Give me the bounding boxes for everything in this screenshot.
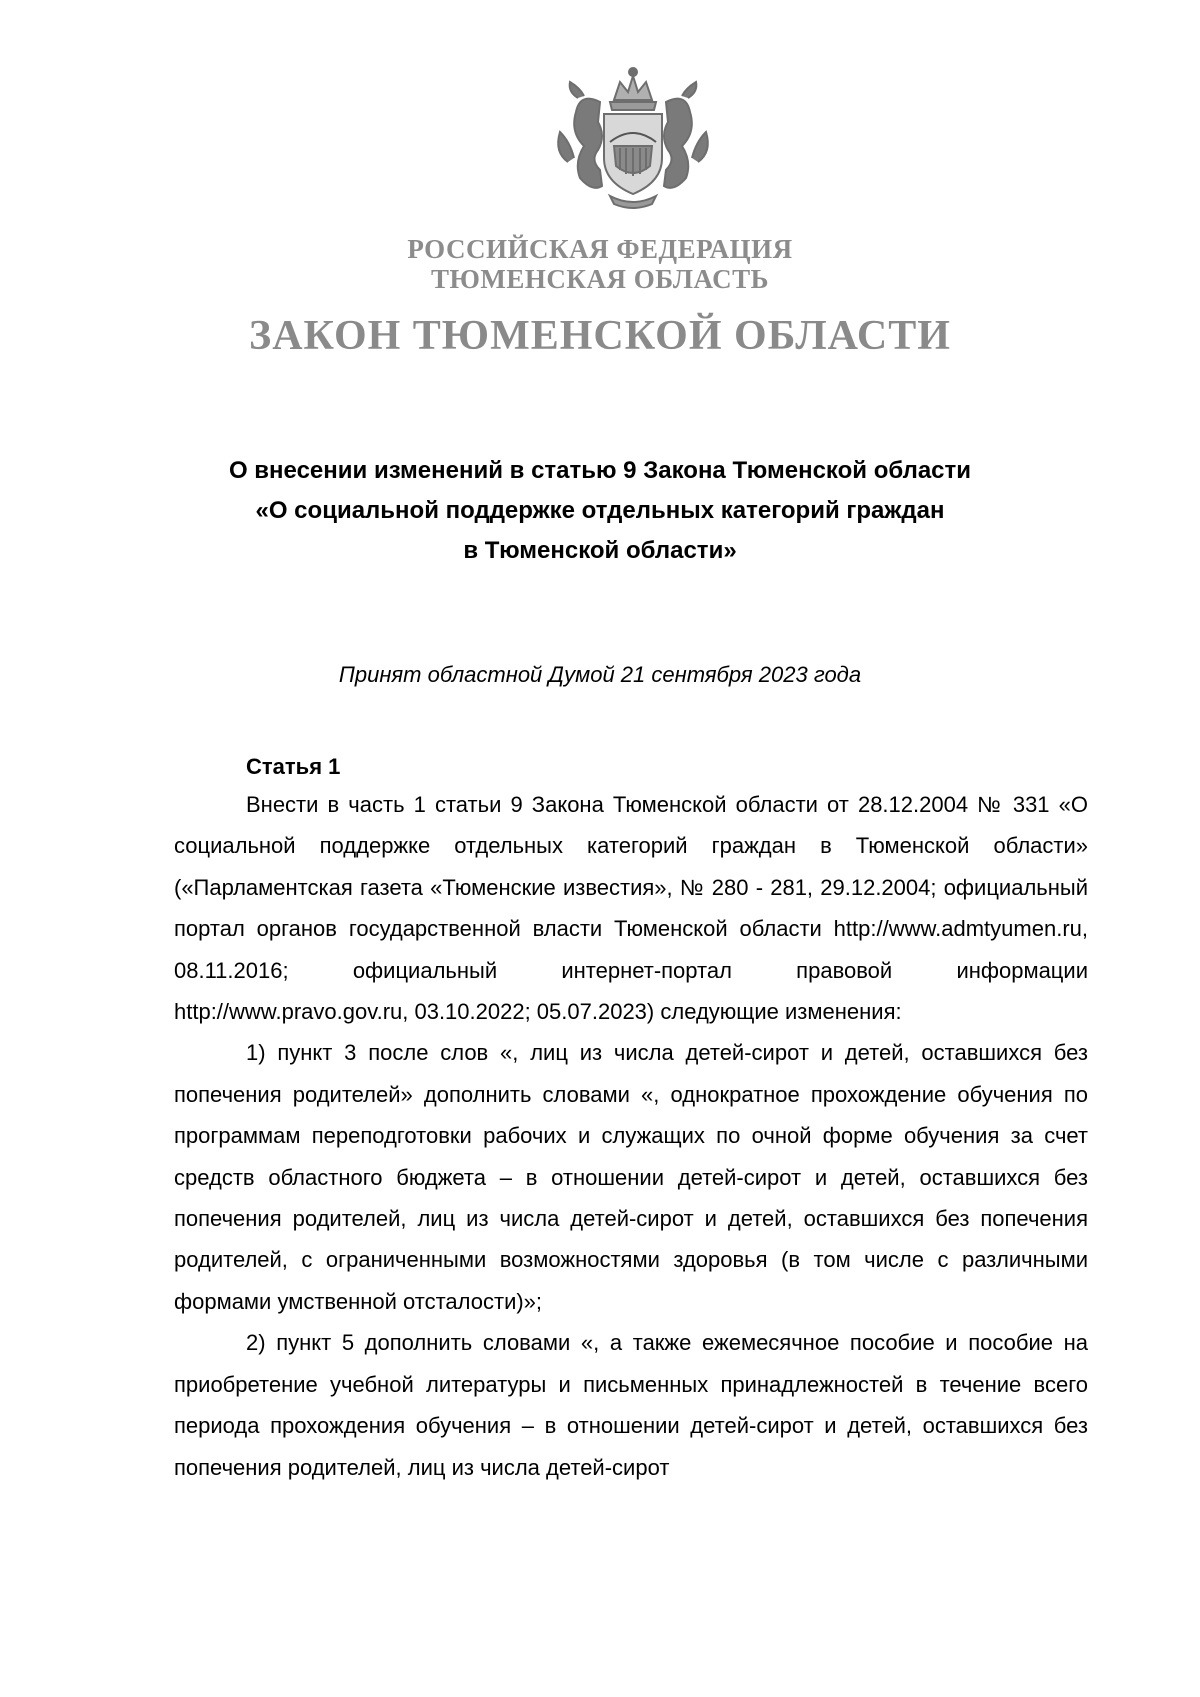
- article-paragraph-intro: Внести в часть 1 статьи 9 Закона Тюменской области от 28.12.2004 № 331 «О социальной поддержке отдельных категорий граждан в Тюменской области» («Парламентская газета «Тюменские известия», № 280 - 281, 29.12.2004; официальный портал органов государственной власти Тюменской области http://www.admtyumen.ru, 08.11.2016; официальный интернет-портал правовой информации http://www.pravo.gov.ru, 03.10.2022; 05.07.2023) следующие изменения:: [174, 792, 1088, 1025]
- article-paragraph-item-1: 1) пункт 3 после слов «, лиц из числа детей-сирот и детей, оставшихся без попечения родителей» дополнить словами «, однократное прохождение обучения по программам переподготовки рабочих и служащих по очной форме обучения за счет средств областного бюджета – в отношении детей-сирот и детей, оставшихся без попечения родителей, лиц из числа детей-сирот и детей, оставшихся без попечения родителей, с ограниченными возможностями здоровья (в том числе с различными формами умственной отсталости)»;: [174, 1040, 1088, 1314]
- header-region: ТЮМЕНСКАЯ ОБЛАСТЬ: [430, 264, 770, 294]
- header-law-title: ЗАКОН ТЮМЕНСКОЙ ОБЛАСТИ: [249, 313, 951, 359]
- article-body: [174, 784, 1088, 1488]
- header-country: РОССИЙСКАЯ ФЕДЕРАЦИЯ: [407, 234, 793, 264]
- document-title-line-1: О внесении изменений в статью 9 Закона Тюменской области: [228, 457, 972, 484]
- article-paragraph-item-2: 2) пункт 5 дополнить словами «, а также ежемесячное пособие и пособие на приобретение учебной литературы и письменных принадлежностей в течение всего периода прохождения обучения – в отношении детей-сирот и детей, оставшихся без попечения родителей, лиц из числа детей-сирот: [174, 1330, 1088, 1480]
- document-title-line-2: «О социальной поддержке отдельных категорий граждан: [255, 497, 945, 524]
- document-title-line-3: в Тюменской области»: [463, 537, 737, 564]
- article-heading: Статья 1: [246, 754, 341, 779]
- document-title: [120, 451, 1080, 571]
- adoption-note: Принят областной Думой 21 сентября 2023 года: [338, 662, 862, 687]
- tyumen-coat-of-arms-icon: [540, 62, 726, 212]
